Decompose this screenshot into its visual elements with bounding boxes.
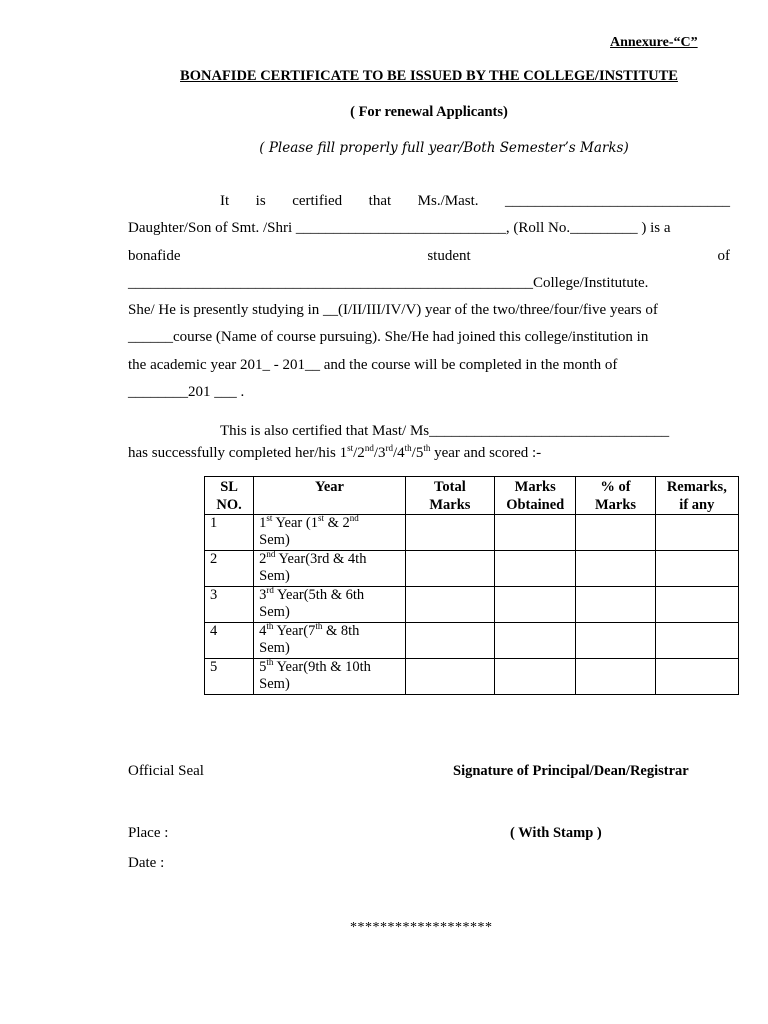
cell-sl: 2 — [205, 551, 254, 587]
signature-label: Signature of Principal/Dean/Registrar — [453, 763, 689, 779]
table-row — [205, 515, 739, 551]
header-year: Year — [254, 477, 406, 515]
text-part: /2 — [353, 445, 365, 461]
cell-total-marks[interactable] — [405, 659, 494, 695]
cell-percent[interactable] — [576, 551, 655, 587]
certificate-title: BONAFIDE CERTIFICATE TO BE ISSUED BY THE COLLEGE/INSTITUTE — [180, 68, 678, 84]
ordinal-suffix: th — [423, 443, 431, 453]
paragraph-line-5: She/ He is presently studying in __(I/II/III/IV/V) year of the two/three/four/five years of — [128, 302, 658, 319]
header-percent-marks: % of Marks — [576, 477, 655, 515]
text-part: year and scored :- — [430, 445, 542, 461]
cell-percent[interactable] — [576, 515, 655, 551]
cell-remarks[interactable] — [655, 587, 738, 623]
cell-remarks[interactable] — [655, 551, 738, 587]
certification-paragraph — [128, 188, 730, 406]
end-marker: ******************* — [350, 920, 493, 935]
text-part: /4 — [392, 445, 405, 461]
cell-percent[interactable] — [576, 587, 655, 623]
cell-remarks[interactable] — [655, 623, 738, 659]
cell-percent[interactable] — [576, 623, 655, 659]
header-total-marks: Total Marks — [405, 477, 494, 515]
certificate-subtitle: ( For renewal Applicants) — [350, 104, 508, 120]
text-word: Ms./Mast. — [417, 193, 479, 209]
paragraph-line-4: ______________________________________________________College/Institutute. — [128, 274, 649, 291]
header-sl-no: SL NO. — [205, 477, 254, 515]
cell-sl: 5 — [205, 659, 254, 695]
cell-marks-obtained[interactable] — [495, 587, 576, 623]
text-word: of — [717, 247, 731, 264]
text-part: /5 — [411, 445, 424, 461]
ordinal-suffix: rd — [385, 443, 393, 453]
cell-total-marks[interactable] — [405, 515, 494, 551]
text-word: is — [255, 193, 266, 209]
marks-table — [204, 476, 739, 695]
paragraph-line-3 — [128, 243, 730, 270]
cell-sl: 1 — [205, 515, 254, 551]
header-marks-obtained: Marks Obtained — [495, 477, 576, 515]
table-row — [205, 551, 739, 587]
text-word: certified — [292, 193, 343, 209]
cell-year: 3rd Year(5th & 6th Sem) — [254, 587, 406, 623]
cell-total-marks[interactable] — [405, 623, 494, 659]
header-remarks: Remarks, if any — [655, 477, 738, 515]
completion-line-1: This is also certified that Mast/ Ms________________________________ — [220, 423, 670, 439]
cell-percent[interactable] — [576, 659, 655, 695]
text-word: It — [220, 193, 230, 209]
cell-total-marks[interactable] — [405, 587, 494, 623]
cell-marks-obtained[interactable] — [495, 623, 576, 659]
date-label: Date : — [128, 855, 165, 871]
ordinal-suffix: st — [347, 443, 354, 453]
text-word: student — [427, 247, 471, 264]
student-name-blank: ______________________________ — [505, 193, 730, 209]
cell-year: 1st Year (1st & 2nd Sem) — [254, 515, 406, 551]
text-word: bonafide — [128, 247, 181, 264]
cell-marks-obtained[interactable] — [495, 515, 576, 551]
paragraph-line-6: ______course (Name of course pursuing). She/He had joined this college/institution in — [128, 329, 649, 346]
cell-sl: 3 — [205, 587, 254, 623]
text-word: that — [368, 193, 392, 209]
cell-year: 2nd Year(3rd & 4th Sem) — [254, 551, 406, 587]
completion-paragraph — [128, 420, 730, 464]
cell-year: 4th Year(7th & 8th Sem) — [254, 623, 406, 659]
text-part: has successfully completed her/his 1 — [128, 445, 348, 461]
stamp-label: ( With Stamp ) — [510, 825, 602, 841]
paragraph-line-8: ________201 ___ . — [128, 384, 245, 401]
text-part: /3 — [373, 445, 386, 461]
cell-marks-obtained[interactable] — [495, 659, 576, 695]
cell-remarks[interactable] — [655, 515, 738, 551]
cell-marks-obtained[interactable] — [495, 551, 576, 587]
official-seal-label: Official Seal — [128, 763, 204, 779]
table-row — [205, 623, 739, 659]
ordinal-suffix: nd — [364, 443, 374, 453]
ordinal-suffix: th — [404, 443, 412, 453]
fill-instruction: ( Please fill properly full year/Both Semester’s Marks) — [259, 140, 629, 156]
table-row — [205, 587, 739, 623]
completion-line-2 — [128, 442, 730, 464]
cell-year: 5th Year(9th & 10th Sem) — [254, 659, 406, 695]
annexure-label: Annexure-“C” — [610, 35, 698, 50]
paragraph-line-7: the academic year 201_ - 201__ and the course will be completed in the month of — [128, 356, 618, 373]
cell-remarks[interactable] — [655, 659, 738, 695]
paragraph-line-2: Daughter/Son of Smt. /Shri ____________________________, (Roll No._________ ) is a — [128, 220, 671, 237]
table-header-row — [205, 477, 739, 515]
cell-total-marks[interactable] — [405, 551, 494, 587]
place-label: Place : — [128, 825, 169, 841]
table-row — [205, 659, 739, 695]
cell-sl: 4 — [205, 623, 254, 659]
paragraph-line-1 — [128, 188, 730, 215]
